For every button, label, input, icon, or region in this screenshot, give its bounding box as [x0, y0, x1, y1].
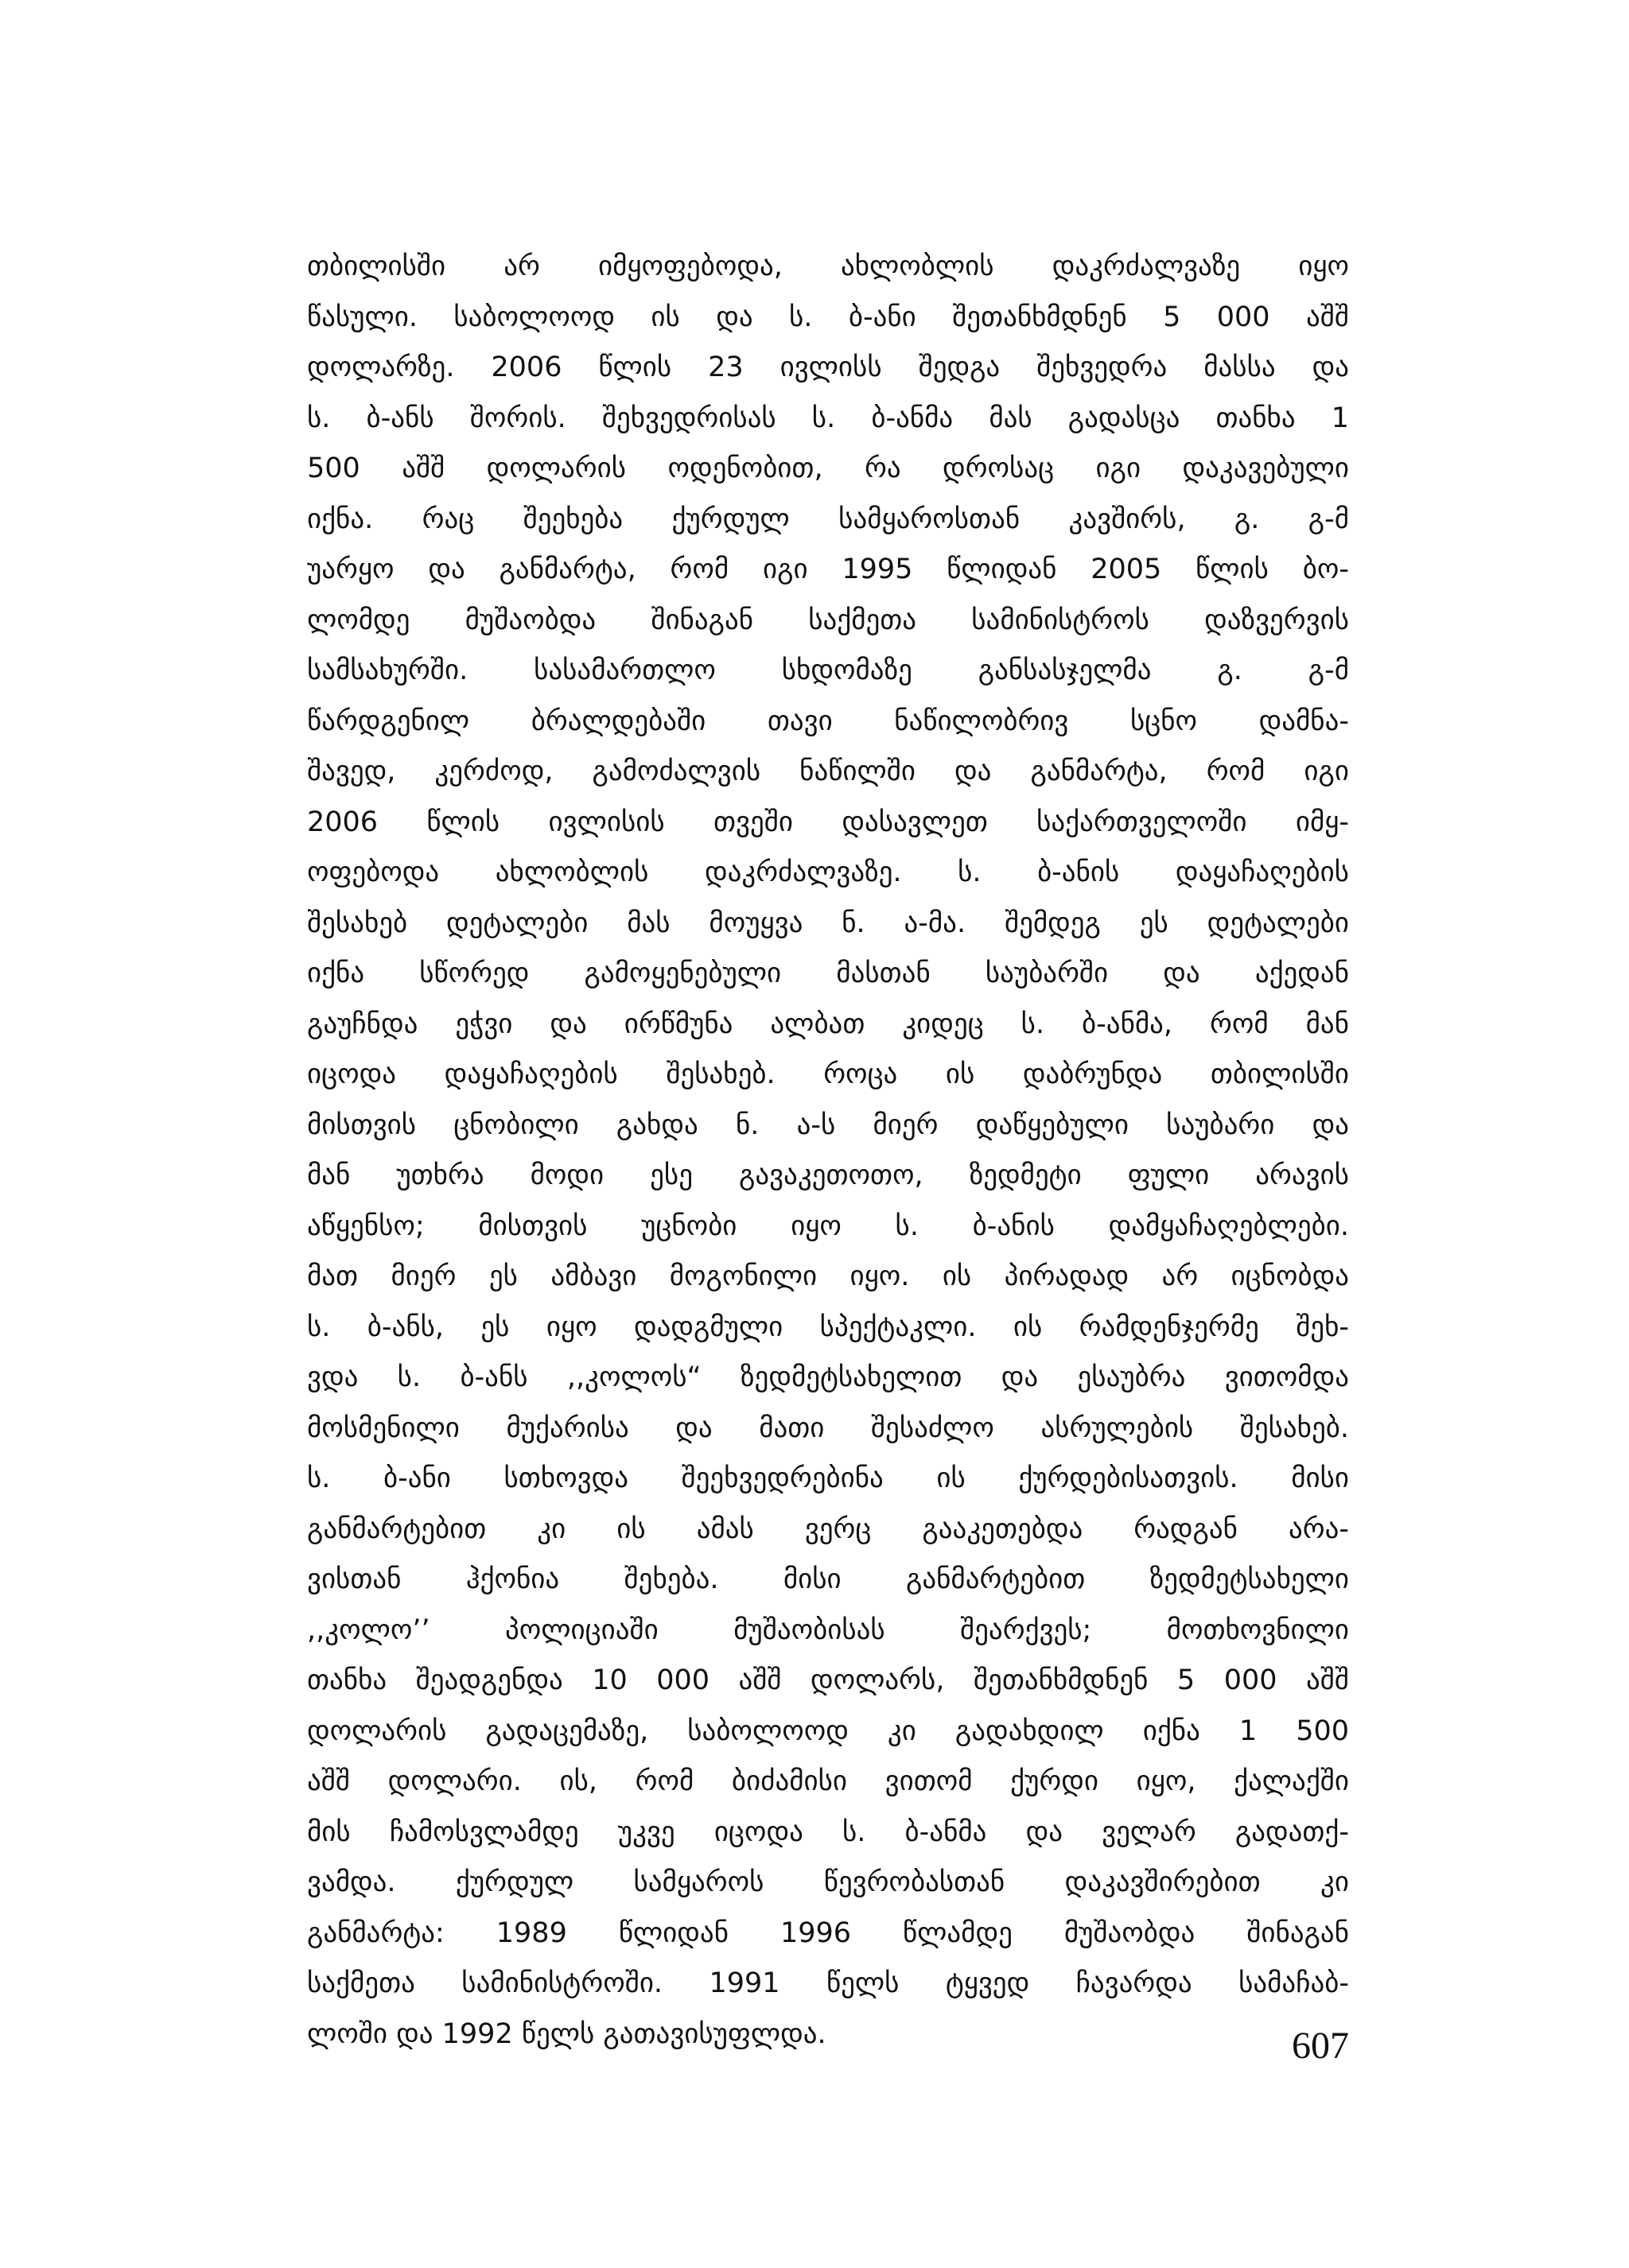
text-line: თბილისში არ იმყოფებოდა, ახლობლის დაკრძალვაზე იყო	[307, 250, 1349, 282]
text-line: თანხა შეადგენდა 10 000 აშშ დოლარს, შეთანხმდნენ 5 000 აშშ	[307, 1664, 1349, 1696]
page-number: 607	[1292, 2025, 1349, 2067]
text-line: სამსახურში. სასამართლო სხდომაზე განსასჯელმა გ. გ-მ	[307, 654, 1349, 686]
text-line: იქნა. რაც შეეხება ქურდულ სამყაროსთან კავშირს, გ. გ-მ	[307, 503, 1349, 535]
text-line: მათ მიერ ეს ამბავი მოგონილი იყო. ის პირადად არ იცნობდა	[307, 1260, 1349, 1292]
text-line: ,,კოლო’’ პოლიციაში მუშაობისას შეარქვეს; მოთხოვნილი	[307, 1614, 1349, 1646]
text-line: გაუჩნდა ეჭვი და ირწმუნა ალბათ კიდეც ს. ბ-ანმა, რომ მან	[307, 1008, 1349, 1040]
text-line: მის ჩამოსვლამდე უკვე იცოდა ს. ბ-ანმა და ველარ გადათქ-	[307, 1816, 1349, 1848]
text-line: მისთვის ცნობილი გახდა ნ. ა-ს მიერ დაწყებული საუბარი და	[307, 1109, 1349, 1141]
text-line: აშშ დოლარი. ის, რომ ბიძამისი ვითომ ქურდი იყო, ქალაქში	[307, 1765, 1349, 1797]
text-line: ს. ბ-ანს შორის. შეხვედრისას ს. ბ-ანმა მას გადასცა თანხა 1	[307, 402, 1349, 434]
text-line: აწყენსო; მისთვის უცნობი იყო ს. ბ-ანის დამყაჩაღებლები.	[307, 1210, 1349, 1242]
text-line: 500 აშშ დოლარის ოდენობით, რა დროსაც იგი დაკავებული	[307, 452, 1349, 484]
text-line: მან უთხრა მოდი ესე გავაკეთოთო, ზედმეტი ფული არავის	[307, 1159, 1349, 1191]
text-line: წარდგენილ ბრალდებაში თავი ნაწილობრივ სცნო დამნა-	[307, 705, 1349, 737]
text-line: შესახებ დეტალები მას მოუყვა ნ. ა-მა. შემდეგ ეს დეტალები	[307, 907, 1349, 939]
text-line: ოფებოდა ახლობლის დაკრძალვაზე. ს. ბ-ანის დაყაჩაღების	[307, 856, 1349, 888]
text-line: განმარტა: 1989 წლიდან 1996 წლამდე მუშაობდა შინაგან	[307, 1917, 1349, 1949]
text-line: ვისთან ჰქონია შეხება. მისი განმარტებით ზედმეტსახელი	[307, 1563, 1349, 1595]
text-line: დოლარზე. 2006 წლის 23 ივლისს შედგა შეხვედრა მასსა და	[307, 351, 1349, 383]
text-line: უარყო და განმარტა, რომ იგი 1995 წლიდან 2005 წლის ბო-	[307, 553, 1349, 585]
text-line: იქნა სწორედ გამოყენებული მასთან საუბარში და აქედან	[307, 957, 1349, 989]
text-line: 2006 წლის ივლისის თვეში დასავლეთ საქართველოში იმყ-	[307, 806, 1349, 838]
text-line: საქმეთა სამინისტროში. 1991 წელს ტყვედ ჩავარდა სამაჩაბ-	[307, 1967, 1349, 1999]
text-line: ს. ბ-ანი სთხოვდა შეეხვედრებინა ის ქურდებისათვის. მისი	[307, 1462, 1349, 1494]
text-line: ს. ბ-ანს, ეს იყო დადგმული სპექტაკლი. ის რამდენჯერმე შეხ-	[307, 1311, 1349, 1343]
body-text	[307, 242, 1349, 2060]
text-line: განმარტებით კი ის ამას ვერც გააკეთებდა რადგან არა-	[307, 1513, 1349, 1545]
text-line: შავედ, კერძოდ, გამოძალვის ნაწილში და განმარტა, რომ იგი	[307, 755, 1349, 787]
text-line: წასული. საბოლოოდ ის და ს. ბ-ანი შეთანხმდნენ 5 000 აშშ	[307, 301, 1349, 333]
text-line: ლომდე მუშაობდა შინაგან საქმეთა სამინისტროს დაზვერვის	[307, 604, 1349, 636]
text-line: დოლარის გადაცემაზე, საბოლოოდ კი გადახდილ იქნა 1 500	[307, 1715, 1349, 1747]
text-line: ლოში და 1992 წელს გათავისუფლდა.	[307, 2018, 826, 2050]
text-line: ვამდა. ქურდულ სამყაროს წევრობასთან დაკავშირებით კი	[307, 1866, 1349, 1898]
text-line: ვდა ს. ბ-ანს ,,კოლოს“ ზედმეტსახელით და ესაუბრა ვითომდა	[307, 1361, 1349, 1393]
text-line: იცოდა დაყაჩაღების შესახებ. როცა ის დაბრუნდა თბილისში	[307, 1058, 1349, 1090]
text-line: მოსმენილი მუქარისა და მათი შესაძლო ასრულების შესახებ.	[307, 1412, 1349, 1444]
